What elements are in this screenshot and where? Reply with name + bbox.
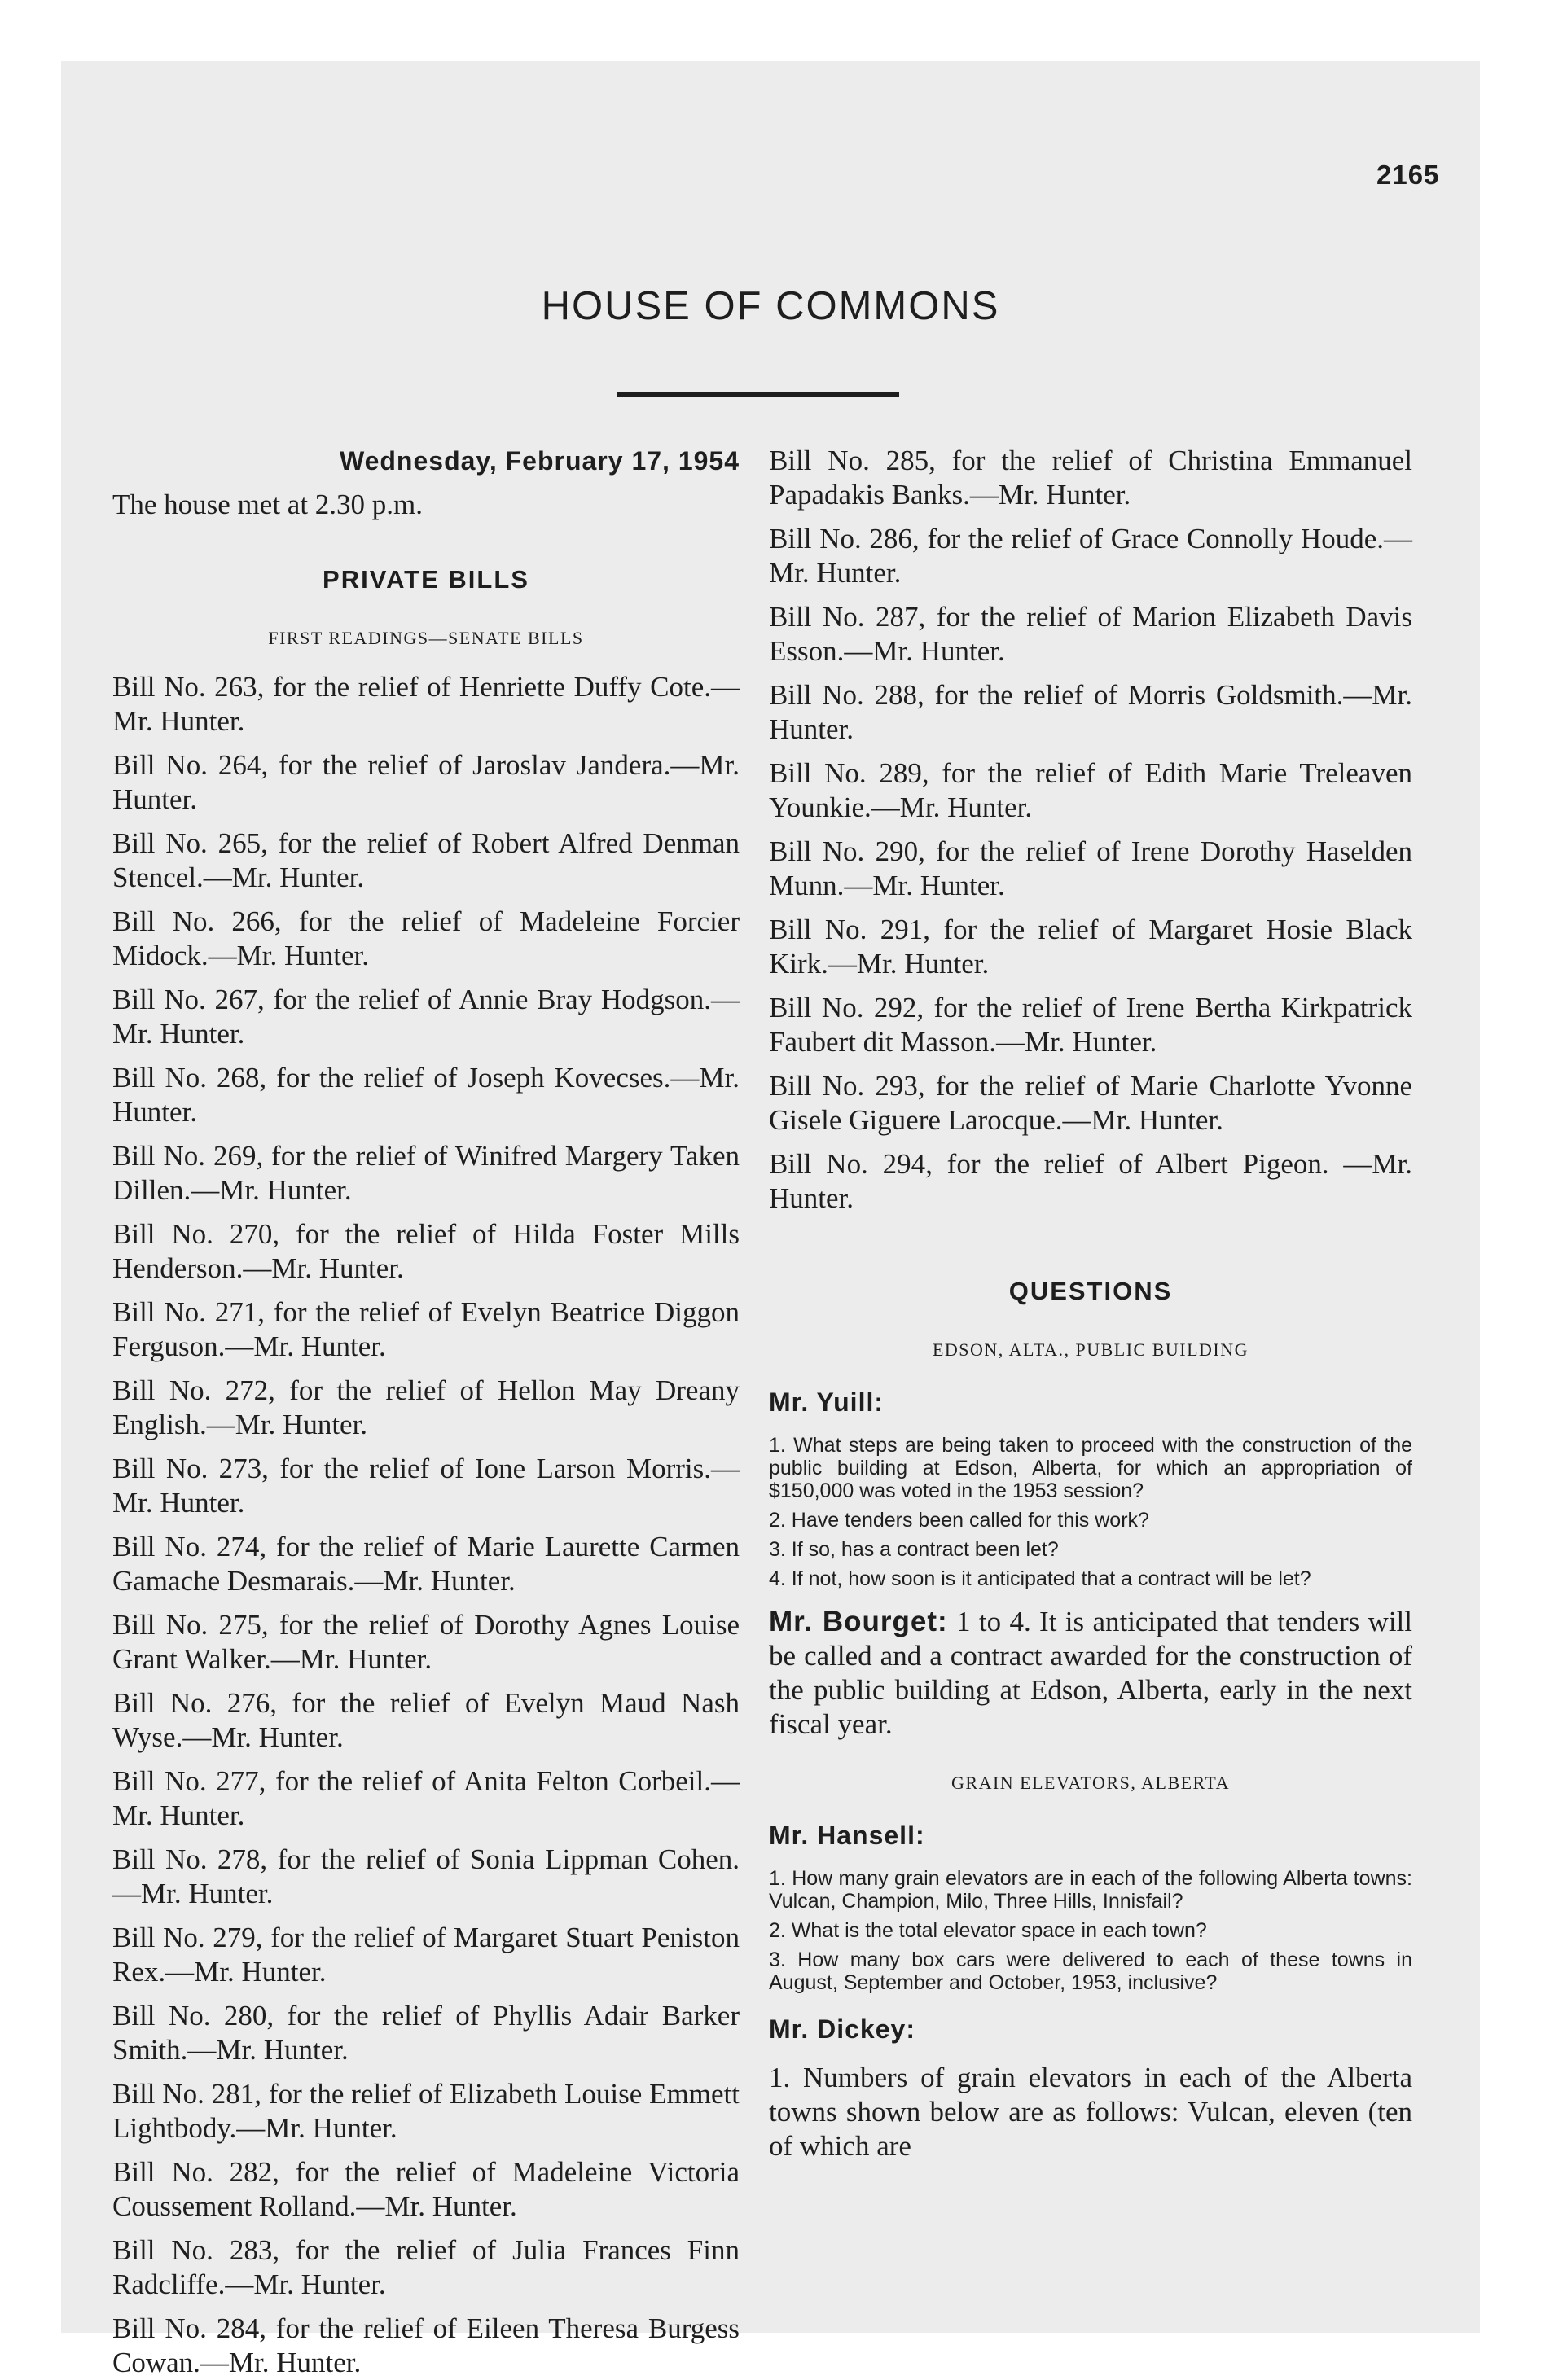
question-item: 3. If so, has a contract been let? <box>769 1538 1059 1561</box>
bill-entry: Bill No. 283, for the relief of Julia Frances Finn Radcliffe.—Mr. Hunter. <box>112 2234 740 2300</box>
answerer-dickey: Mr. Dickey: <box>769 2014 915 2044</box>
asker-yuill: Mr. Yuill: <box>769 1387 884 1417</box>
bill-entry: Bill No. 263, for the relief of Henriette Duffy Cote.—Mr. Hunter. <box>112 671 740 737</box>
title-rule <box>617 392 899 397</box>
bill-entry: Bill No. 290, for the relief of Irene Dorothy Haselden Munn.—Mr. Hunter. <box>769 835 1412 901</box>
bill-entry: Bill No. 289, for the relief of Edith Marie Treleaven Younkie.—Mr. Hunter. <box>769 757 1412 823</box>
bill-entry: Bill No. 266, for the relief of Madeleine Forcier Midock.—Mr. Hunter. <box>112 905 740 971</box>
sitting-date: Wednesday, February 17, 1954 <box>339 446 740 476</box>
bill-entry: Bill No. 268, for the relief of Joseph Kovecses.—Mr. Hunter. <box>112 1062 740 1128</box>
grain-subheading: GRAIN ELEVATORS, ALBERTA <box>951 1773 1230 1793</box>
bill-entry: Bill No. 294, for the relief of Albert Pigeon. —Mr. Hunter. <box>769 1148 1412 1214</box>
question-item: 2. What is the total elevator space in each town? <box>769 1919 1207 1942</box>
answerer-name: Mr. Bourget: <box>769 1606 948 1637</box>
bill-entry: Bill No. 288, for the relief of Morris Goldsmith.—Mr. Hunter. <box>769 679 1412 745</box>
edson-subheading: EDSON, ALTA., PUBLIC BUILDING <box>932 1339 1249 1360</box>
bill-entry: Bill No. 291, for the relief of Margaret Hosie Black Kirk.—Mr. Hunter. <box>769 914 1412 980</box>
right-column <box>769 444 1412 2163</box>
bill-entry: Bill No. 270, for the relief of Hilda Foster Mills Henderson.—Mr. Hunter. <box>112 1218 740 1284</box>
asker-hansell: Mr. Hansell: <box>769 1821 925 1850</box>
answer-dickey-text: 1. Numbers of grain elevators in each of the Alberta towns shown below are as follows: Vulcan, eleven (ten of which are <box>769 2062 1412 2162</box>
bill-entry: Bill No. 264, for the relief of Jaroslav Jandera.—Mr. Hunter. <box>112 749 740 815</box>
bill-entry: Bill No. 281, for the relief of Elizabeth Louise Emmett Lightbody.—Mr. Hunter. <box>112 2078 740 2144</box>
questions-heading: QUESTIONS <box>1008 1277 1173 1305</box>
left-column <box>112 444 740 2380</box>
question-item: 4. If not, how soon is it anticipated that a contract will be let? <box>769 1567 1311 1590</box>
bill-entry: Bill No. 282, for the relief of Madeleine Victoria Coussement Rolland.—Mr. Hunter. <box>112 2156 740 2222</box>
bill-entry: Bill No. 280, for the relief of Phyllis Adair Barker Smith.—Mr. Hunter. <box>112 2000 740 2066</box>
question-item: 3. How many box cars were delivered to each of these towns in August, September and October, 1953, inclusive? <box>769 1948 1412 1994</box>
bill-entry: Bill No. 276, for the relief of Evelyn Maud Nash Wyse.—Mr. Hunter. <box>112 1687 740 1753</box>
question-item: 1. How many grain elevators are in each of the following Alberta towns: Vulcan, Champion, Milo, Three Hills, Innisfail? <box>769 1867 1412 1913</box>
first-readings-subheading: FIRST READINGS—SENATE BILLS <box>268 628 584 648</box>
answer-bourget <box>769 1605 1412 1742</box>
bill-entry: Bill No. 275, for the relief of Dorothy Agnes Louise Grant Walker.—Mr. Hunter. <box>112 1609 740 1675</box>
bill-entry: Bill No. 274, for the relief of Marie Laurette Carmen Gamache Desmarais.—Mr. Hunter. <box>112 1531 740 1597</box>
bill-entry: Bill No. 279, for the relief of Margaret Stuart Peniston Rex.—Mr. Hunter. <box>112 1922 740 1988</box>
bill-entry: Bill No. 277, for the relief of Anita Felton Corbeil.—Mr. Hunter. <box>112 1765 740 1831</box>
bill-entry: Bill No. 293, for the relief of Marie Charlotte Yvonne Gisele Giguere Larocque.—Mr. Hunter. <box>769 1070 1412 1136</box>
bill-entry: Bill No. 267, for the relief of Annie Bray Hodgson.—Mr. Hunter. <box>112 984 740 1050</box>
bill-entry: Bill No. 285, for the relief of Christina Emmanuel Papadakis Banks.—Mr. Hunter. <box>769 445 1412 511</box>
page-title: HOUSE OF COMMONS <box>541 284 1000 328</box>
bill-entry: Bill No. 273, for the relief of Ione Larson Morris.—Mr. Hunter. <box>112 1453 740 1519</box>
question-item: 1. What steps are being taken to proceed with the construction of the public building at Edson, Alberta, for which an appropriation of $150,000 was voted in the 1953 session? <box>769 1434 1412 1502</box>
page-number: 2165 <box>1376 160 1440 190</box>
bill-entry: Bill No. 265, for the relief of Robert Alfred Denman Stencel.—Mr. Hunter. <box>112 827 740 893</box>
question-item: 2. Have tenders been called for this work? <box>769 1509 1149 1532</box>
opening-line: The house met at 2.30 p.m. <box>112 489 424 520</box>
bill-entry: Bill No. 271, for the relief of Evelyn Beatrice Diggon Ferguson.—Mr. Hunter. <box>112 1296 740 1362</box>
bill-entry: Bill No. 292, for the relief of Irene Bertha Kirkpatrick Faubert dit Masson.—Mr. Hunter. <box>769 992 1412 1058</box>
bill-entry: Bill No. 269, for the relief of Winifred Margery Taken Dillen.—Mr. Hunter. <box>112 1140 740 1206</box>
bill-entry: Bill No. 284, for the relief of Eileen Theresa Burgess Cowan.—Mr. Hunter. <box>112 2312 740 2378</box>
bill-entry: Bill No. 287, for the relief of Marion Elizabeth Davis Esson.—Mr. Hunter. <box>769 601 1412 667</box>
bill-entry: Bill No. 272, for the relief of Hellon May Dreany English.—Mr. Hunter. <box>112 1374 740 1440</box>
bill-entry: Bill No. 278, for the relief of Sonia Lippman Cohen.—Mr. Hunter. <box>112 1843 740 1909</box>
bill-entry: Bill No. 286, for the relief of Grace Connolly Houde.—Mr. Hunter. <box>769 523 1412 589</box>
answer-text: 1 to 4. It is anticipated that tenders will be called and a contract awarded for the construction of the public building at Edson, Alberta, early in the next fiscal year. <box>769 1606 1413 1740</box>
private-bills-heading: PRIVATE BILLS <box>323 565 529 594</box>
